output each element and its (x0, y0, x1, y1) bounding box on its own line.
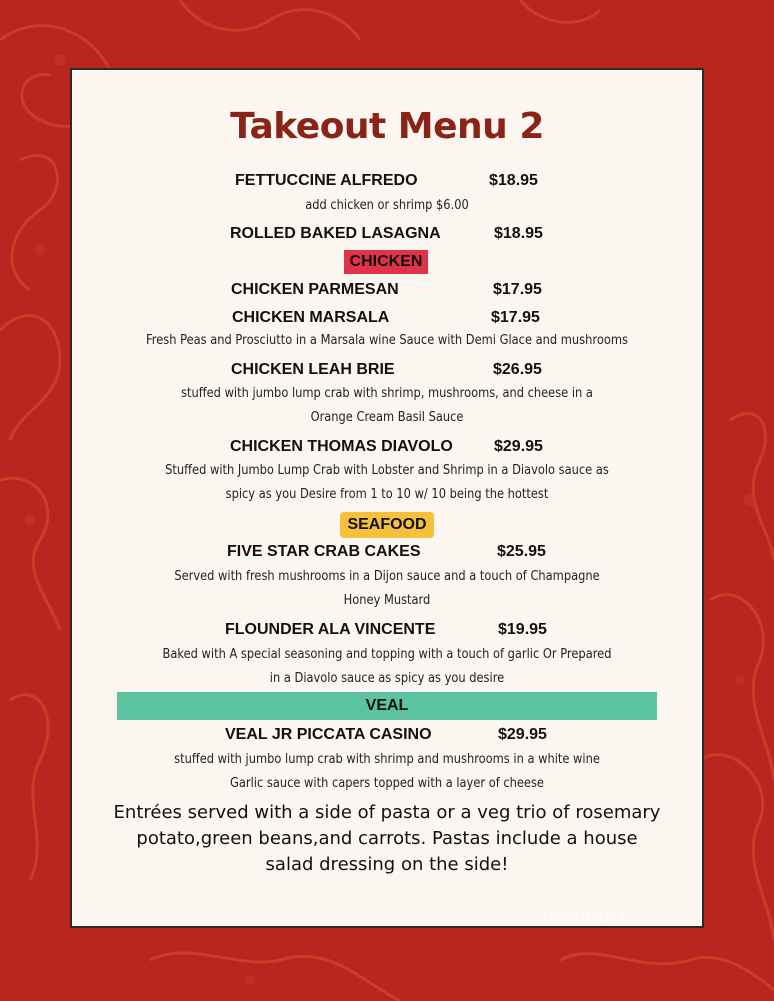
menupix-watermark: menupix (543, 906, 629, 927)
item-desc-chicken-leah-brie: stuffed with jumbo lump crab with shrimp, mushrooms, and cheese in a Orange Cream Basil Sauce (181, 386, 593, 425)
item-price-veal-jr-piccata-casino: $29.95 (498, 726, 547, 743)
item-name-chicken-leah-brie: CHICKEN LEAH BRIE (231, 361, 395, 378)
item-price-five-star-crab-cakes: $25.95 (497, 543, 546, 560)
item-price-flounder-ala-vincente: $19.95 (498, 621, 547, 638)
item-name-lasagna: ROLLED BAKED LASAGNA (230, 225, 441, 242)
item-note-fettuccine: add chicken or shrimp $6.00 (305, 198, 469, 213)
section-badge-seafood: SEAFOOD (340, 512, 434, 538)
item-price-lasagna: $18.95 (494, 225, 543, 242)
section-badge-chicken: CHICKEN (344, 250, 428, 274)
item-price-chicken-thomas-diavolo: $29.95 (494, 438, 543, 455)
item-desc-chicken-marsala: Fresh Peas and Prosciutto in a Marsala wine Sauce with Demi Glace and mushrooms (146, 333, 628, 348)
footer-note: Entrées served with a side of pasta or a veg trio of rosemary potato,green beans,and carrots. Pastas include a house salad dressing on the side! (113, 802, 661, 875)
item-price-chicken-marsala: $17.95 (491, 309, 540, 326)
item-desc-veal-jr-piccata-casino: stuffed with jumbo lump crab with shrimp and mushrooms in a white wine Garlic sauce with capers topped with a layer of cheese (174, 752, 600, 791)
item-price-chicken-leah-brie: $26.95 (493, 361, 542, 378)
item-name-chicken-parmesan: CHICKEN PARMESAN (231, 281, 399, 298)
item-name-fettuccine: FETTUCCINE ALFREDO (235, 172, 418, 189)
item-desc-flounder-ala-vincente: Baked with A special seasoning and topping with a touch of garlic Or Prepared in a Diavolo sauce as spicy as you desire (162, 647, 612, 686)
item-desc-chicken-thomas-diavolo: Stuffed with Jumbo Lump Crab with Lobster and Shrimp in a Diavolo sauce as spicy as you Desire from 1 to 10 w/ 10 being the hottest (165, 463, 609, 502)
item-name-veal-jr-piccata-casino: VEAL JR PICCATA CASINO (225, 726, 432, 743)
section-band-veal: VEAL (117, 692, 657, 720)
item-name-five-star-crab-cakes: FIVE STAR CRAB CAKES (227, 543, 421, 560)
menu-title: Takeout Menu 2 (230, 106, 544, 147)
item-name-chicken-marsala: CHICKEN MARSALA (232, 309, 390, 326)
item-price-fettuccine: $18.95 (489, 172, 538, 189)
item-name-flounder-ala-vincente: FLOUNDER ALA VINCENTE (225, 621, 436, 638)
item-price-chicken-parmesan: $17.95 (493, 281, 542, 298)
item-desc-five-star-crab-cakes: Served with fresh mushrooms in a Dijon sauce and a touch of Champagne Honey Mustard (174, 569, 600, 608)
item-name-chicken-thomas-diavolo: CHICKEN THOMAS DIAVOLO (230, 438, 453, 455)
